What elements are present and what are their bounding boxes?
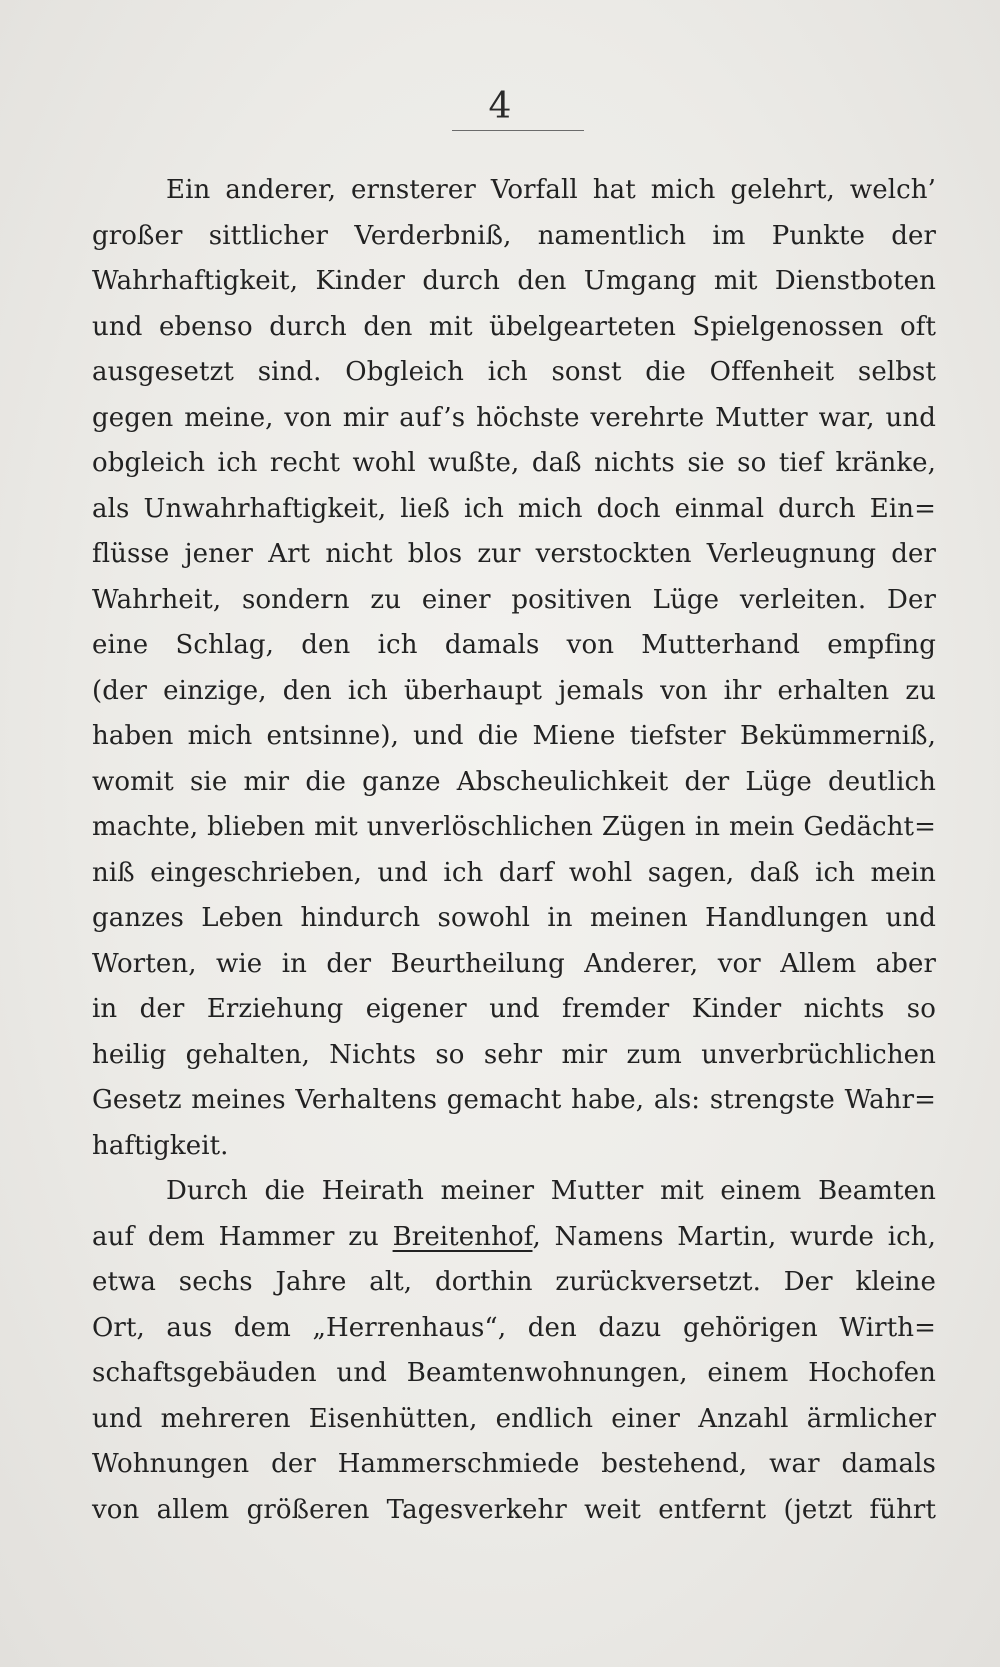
text-line: haben mich entsinne), und die Miene tiefster Bekümmerniß, <box>92 721 936 751</box>
text-line: Wahrhaftigkeit, Kinder durch den Umgang mit Dienstboten <box>92 266 936 296</box>
text-line: Wohnungen der Hammerschmiede bestehend, war damals <box>92 1449 936 1479</box>
text-line: Durch die Heirath meiner Mutter mit einem Beamten <box>166 1176 936 1206</box>
text-line: Ort, aus dem „Herrenhaus“, den dazu gehörigen Wirth= <box>92 1312 936 1343</box>
body-text <box>92 168 936 1533</box>
text-line: ausgesetzt sind. Obgleich ich sonst die Offenheit selbst <box>92 357 936 387</box>
text-line: von allem größeren Tagesverkehr weit entfernt (jetzt führt <box>92 1494 936 1525</box>
header-rule <box>452 130 584 131</box>
text-line: womit sie mir die ganze Abscheulichkeit der Lüge deutlich <box>92 766 936 797</box>
text-line: eine Schlag, den ich damals von Mutterhand empfing <box>92 630 936 660</box>
text-line: machte, blieben mit unverlöschlichen Zügen in mein Gedächt= <box>92 812 936 842</box>
page-number: 4 <box>488 86 512 127</box>
text-line: und ebenso durch den mit übelgearteten Spielgenossen oft <box>92 311 936 342</box>
underlined-place-name: Breitenhof <box>392 1221 533 1252</box>
text-line: großer sittlicher Verderbniß, namentlich im Punkte der <box>92 220 936 251</box>
text-line: schaftsgebäuden und Beamtenwohnungen, einem Hochofen <box>92 1358 936 1388</box>
text-line: haftigkeit. <box>92 1130 229 1161</box>
text-line: obgleich ich recht wohl wußte, daß nichts sie so tief kränke, <box>92 448 936 478</box>
text-line: flüsse jener Art nicht blos zur verstockten Verleugnung der <box>92 539 936 569</box>
text-line: Wahrheit, sondern zu einer positiven Lüge verleiten. Der <box>92 584 936 615</box>
text-line: etwa sechs Jahre alt, dorthin zurückversetzt. Der kleine <box>92 1267 936 1297</box>
text-line: Worten, wie in der Beurtheilung Anderer, vor Allem aber <box>92 948 936 979</box>
text-line: und mehreren Eisenhütten, endlich einer Anzahl ärmlicher <box>92 1403 936 1434</box>
text-line: Gesetz meines Verhaltens gemacht habe, als: strengste Wahr= <box>92 1085 936 1115</box>
text-line: (der einzige, den ich überhaupt jemals von ihr erhalten zu <box>92 675 936 706</box>
text-line: Ein anderer, ernsterer Vorfall hat mich gelehrt, welch’ <box>166 175 936 205</box>
text-line: niß eingeschrieben, und ich darf wohl sagen, daß ich mein <box>92 857 936 888</box>
text-line: in der Erziehung eigener und fremder Kinder nichts so <box>92 994 936 1024</box>
text-line: als Unwahrhaftigkeit, ließ ich mich doch einmal durch Ein= <box>92 493 936 524</box>
text-line: heilig gehalten, Nichts so sehr mir zum unverbrüchlichen <box>92 1039 936 1070</box>
text-line: ganzes Leben hindurch sowohl in meinen Handlungen und <box>92 903 936 933</box>
text-line-with-underline: auf dem Hammer zu Breitenhof, Namens Martin, wurde ich, <box>92 1221 936 1252</box>
text-line: gegen meine, von mir auf’s höchste verehrte Mutter war, und <box>92 402 936 433</box>
